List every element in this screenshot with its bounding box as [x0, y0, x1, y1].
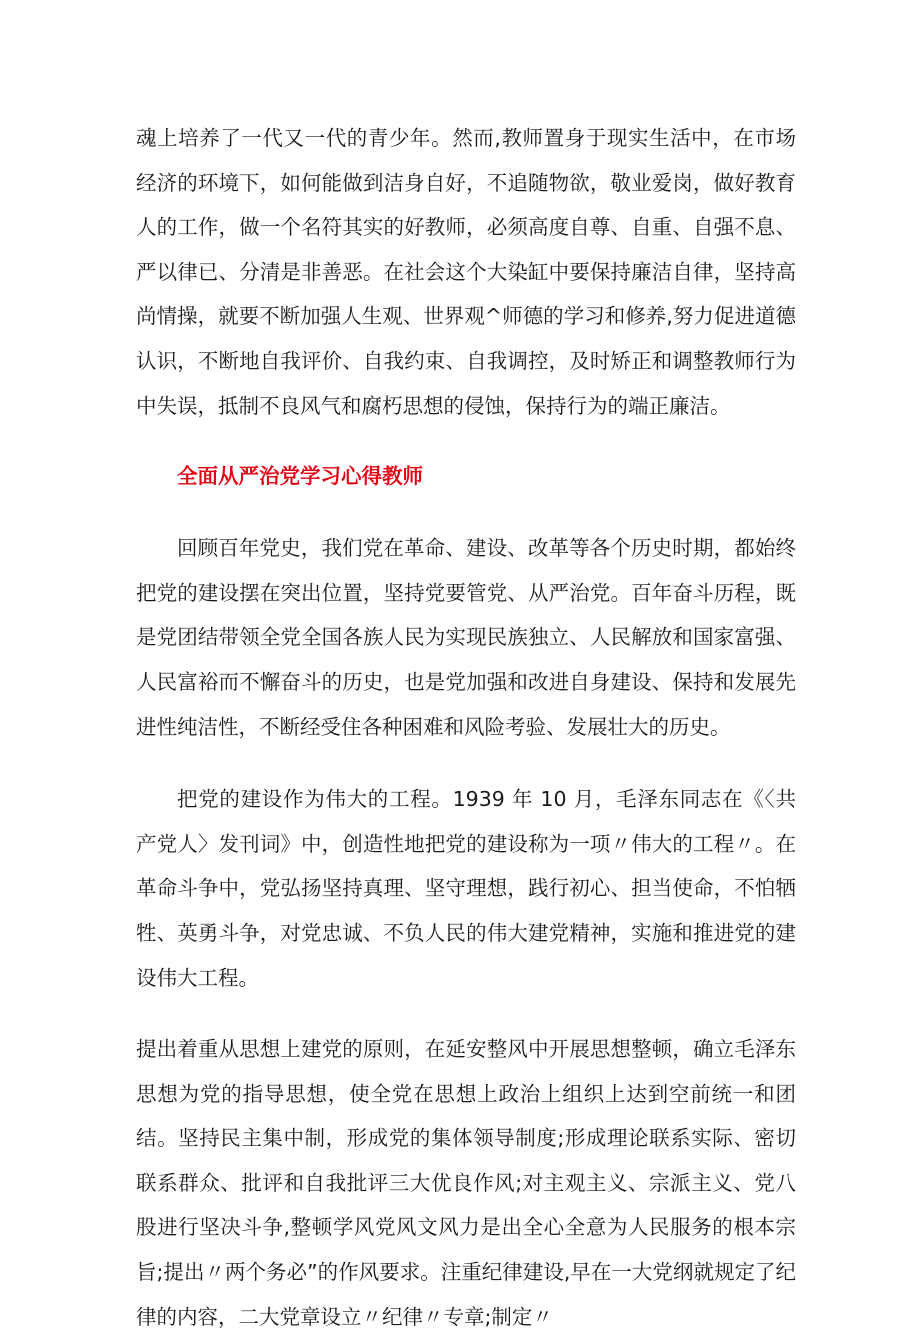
body-paragraph-history: 回顾百年党史，我们党在革命、建设、改革等各个历史时期，都始终把党的建设摆在突出位置，坚持党要管党、从严治党。百年奋斗历程，既是党团结带领全党全国各族人民为实现民族独立、人民解放和国家富强、人民富裕而不懈奋斗的历史，也是党加强和改进自身建设、保持和发展先进性纯洁性，不断经受住各种困难和风险考验、发展壮大的历史。: [136, 536, 796, 739]
section-heading: 全面从严治党学习心得教师: [177, 464, 423, 489]
body-paragraph-great-project: 把党的建设作为伟大的工程。1939 年 10 月，毛泽东同志在《〈共产党人〉发刊词》中，创造性地把党的建设称为一项〃伟大的工程〃。在革命斗争中，党弘扬坚持真理、坚守理想，践行初心、担当使命，不怕牺牲、英勇斗争，对党忠诚、不负人民的伟大建党精神，实施和推进党的建设伟大工程。: [136, 787, 796, 990]
body-paragraph: 魂上培养了一代又一代的青少年。然而,教师置身于现实生活中，在市场经济的环境下，如何能做到洁身自好，不追随物欲，敬业爱岗，做好教育人的工作，做一个名符其实的好教师，必须高度自尊、自重、自强不息、严以律已、分清是非善恶。在社会这个大染缸中要保持廉洁自律，坚持高尚情操，就要不断加强人生观、世界观^师德的学习和修养,努力促进道德认识，不断地自我评价、自我约束、自我调控，及时矫正和调整教师行为中失误，抵制不良风气和腐朽思想的侵蚀，保持行为的端正廉洁。: [136, 126, 796, 418]
body-paragraph-ideology: 提出着重从思想上建党的原则，在延安整风中开展思想整顿，确立毛泽东思想为党的指导思想，使全党在思想上政治上组织上达到空前统一和团结。坚持民主集中制，形成党的集体领导制度;形成理论联系实际、密切联系群众、批评和自我批评三大优良作风;对主观主义、宗派主义、党八股进行坚决斗争,整顿学风党风文风力是出全心全意为人民服务的根本宗旨;提出〃两个务必”的作风要求。注重纪律建设,早在一大党纲就规定了纪律的内容，二大党章设立〃纪律〃专章;制定〃: [136, 1037, 796, 1329]
